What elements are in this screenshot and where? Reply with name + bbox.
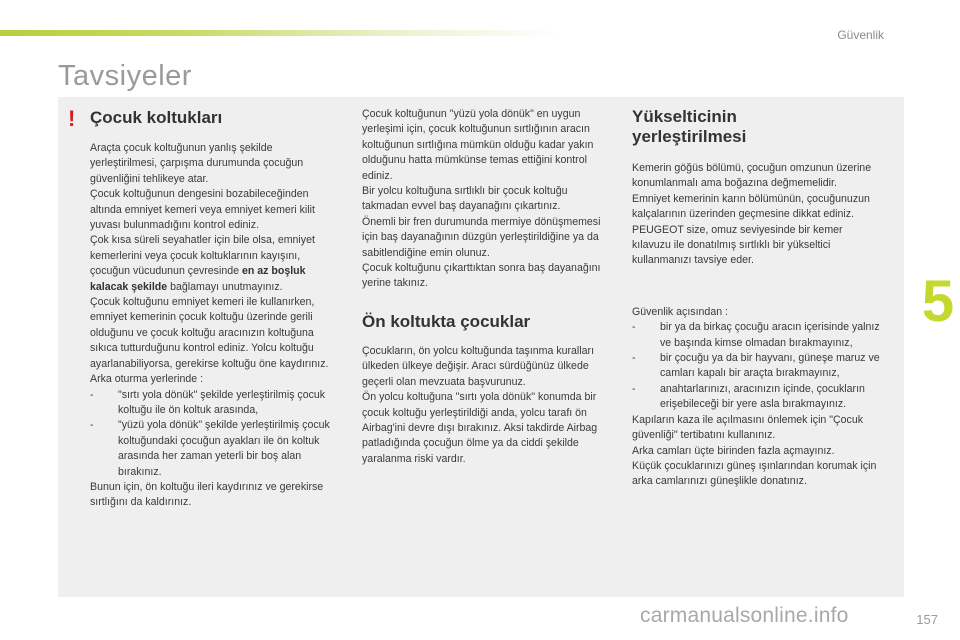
section-label: Güvenlik <box>837 28 884 42</box>
paragraph: Kemerin göğüs bölümü, çocuğun omzunun üzerine konumlanmalı ama boğazına değmemelidir. <box>632 162 872 190</box>
booster-column <box>632 107 884 490</box>
bold-text: en az boşluk kalacak şekilde <box>90 265 306 293</box>
list-item <box>90 418 340 480</box>
list-text: "sırtı yola dönük" şekilde yerleştirilmiş çocuk koltuğu ile ön koltuk arasında, <box>118 388 326 416</box>
paragraph: Çocuk koltuğunu emniyet kemeri ile kullanırken, emniyet kemerinin çocuk koltuğu üzerinde gerili olduğunu ve çocuk koltuğu aracınızın koltuğuna sıkıca tutturduğunu kontrol ediniz. Yolcu koltuğu ayarlanabiliyorsa, gerekirse koltuğu öne kaydırınız. <box>90 296 329 370</box>
heading-line: yerleştirilmesi <box>632 127 747 146</box>
watermark: carmanualsonline.info <box>640 604 849 627</box>
list-dash: - <box>90 419 94 432</box>
front-seat-heading: Ön koltukta çocuklar <box>362 311 531 331</box>
heading-line: Yükselticinin <box>632 107 737 126</box>
paragraph: Çocuk koltuğunun dengesini bozabileceğinden altında emniyet kemeri veya emniyet kemeri kilit yuvası bulunmadığını kontrol ediniz. <box>90 188 315 232</box>
page-title: Tavsiyeler <box>58 60 192 92</box>
list-dash: - <box>90 388 94 401</box>
list-text: bir çocuğu ya da bir hayvanı, güneşe maruz ve camları kapalı bir araçta bırakmayınız, <box>660 352 880 380</box>
paragraph: Çocukların, ön yolcu koltuğunda taşınma kuralları ülkeden ülkeye değişir. Aracı sürdüğünüz ülkede geçerli olan mevzuata başvurunuz. <box>362 344 595 388</box>
paragraph: Arka oturma yerlerinde : <box>90 373 204 386</box>
paragraph: Önemli bir fren durumunda mermiye dönüşmemesi için baş dayanağının düzgün yerleştirildiğine ya da sabitlendiğine emin olunuz. <box>362 215 601 259</box>
child-seats-heading: Çocuk koltukları <box>90 108 223 127</box>
list-dash: - <box>632 352 636 365</box>
paragraph: Çocuk koltuğunun "yüzü yola dönük" en uygun yerleşimi için, çocuk koltuğunun sırtlığının aracın koltuğunun sırtlığına mümkün olduğu kadar yakın olduğunu hatta mümkünse temas ettiğini kontrol ediniz. <box>362 108 594 182</box>
list-item <box>632 382 884 413</box>
top-accent-bar <box>0 30 560 36</box>
child-seats-column <box>90 141 340 511</box>
paragraph: Emniyet kemerinin karın bölümünün, çocuğunuzun kalçalarının üzerinden geçmesine dikkat ediniz. <box>632 192 870 221</box>
paragraph: Küçük çocuklarınızı güneş ışınlarından korumak için arka camlarınızı güneşlikle donatınız. <box>632 459 877 488</box>
paragraph <box>90 233 340 295</box>
booster-heading <box>632 107 884 147</box>
paragraph: Güvenlik açısından : <box>632 305 728 318</box>
paragraph: Bunun için, ön koltuğu ileri kaydırınız ve gerekirse sırtlığını da kaldırınız. <box>90 480 324 509</box>
middle-column <box>362 107 612 467</box>
list-dash: - <box>632 321 636 334</box>
list-item <box>632 320 884 351</box>
paragraph: PEUGEOT size, omuz seviyesinde bir kemer kılavuzu ile donatılmış sırtlıklı bir yükseltici kullanmanızı tavsiye eder. <box>632 223 843 267</box>
page-number: 157 <box>916 612 938 627</box>
paragraph: Kapıların kaza ile açılmasını önlemek için "Çocuk güvenliği" tertibatını kullanınız. <box>632 413 864 442</box>
list-item <box>632 351 884 382</box>
list-dash: - <box>632 382 636 395</box>
list-text: "yüzü yola dönük" şekilde yerleştirilmiş çocuk koltuğundaki çocuğun ayakları ile ön koltuk arasında her zaman yeterli bir boş alan bırakınız. <box>118 419 330 478</box>
paragraph: Bir yolcu koltuğuna sırtlıklı bir çocuk koltuğu takmadan evvel baş dayanağını çıkartınız. <box>362 185 568 213</box>
list-item <box>90 388 340 419</box>
text-span: bağlamayı unutmayınız. <box>170 280 283 293</box>
text-span: Çok kısa süreli seyahatler için bile olsa, emniyet kemerlerini veya çocuk koltuklarının kayışını, çocuğun vücudunun çevresinde <box>90 234 315 278</box>
list-text: bir ya da birkaç çocuğu aracın içerisinde yalnız ve başında kimse olmadan bırakmayınız, <box>660 321 880 349</box>
paragraph: Ön yolcu koltuğuna "sırtı yola dönük" konumda bir çocuk koltuğu yerleştirildiği anda, yolcu tarafı ön Airbag'ini devre dışı bırakınız. Aksi takdirde Airbag patladığında çocuğun ölme ya da ciddi şekilde yaralanma riski vardır. <box>362 391 598 465</box>
chapter-number: 5 <box>921 269 955 334</box>
paragraph: Çocuk koltuğunu çıkarttıktan sonra baş dayanağını yerine takınız. <box>362 262 601 290</box>
paragraph: Araçta çocuk koltuğunun yanlış şekilde yerleştirilmesi, çarpışma durumunda çocuğun güvenliğini tehlikeye atar. <box>90 142 304 185</box>
list-text: anahtarlarınızı, aracınızın içinde, çocukların erişebileceği bir yere asla bırakmayınız. <box>660 382 865 411</box>
exclamation-icon: ! <box>68 106 76 131</box>
paragraph: Arka camları üçte birinden fazla açmayınız. <box>632 444 835 457</box>
